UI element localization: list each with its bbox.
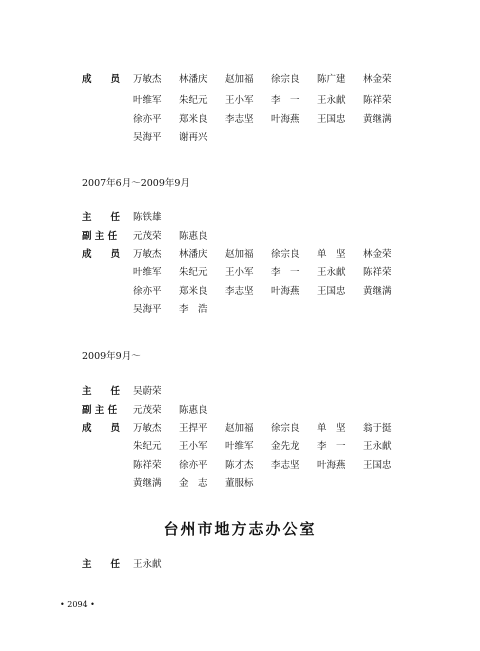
person-name: 单 坚 <box>317 423 346 434</box>
office-heading: 台州市地方志办公室 <box>163 520 317 538</box>
role-label: 主 任 <box>82 386 121 397</box>
person-name: 陈惠良 <box>179 405 208 416</box>
term-period: 2009年9月～ <box>82 351 141 362</box>
person-name: 王永献 <box>363 441 392 452</box>
person-name: 李 浩 <box>179 304 208 315</box>
person-name: 郑米良 <box>179 114 208 125</box>
person-name: 林潘庆 <box>179 74 208 85</box>
person-name: 叶维军 <box>133 95 162 106</box>
person-name: 李志坚 <box>225 114 254 125</box>
person-name: 徐宗良 <box>271 249 300 260</box>
person-name: 林金荣 <box>363 74 392 85</box>
person-name: 王小军 <box>225 267 254 278</box>
person-name: 朱纪元 <box>133 441 162 452</box>
person-name: 陈广建 <box>317 74 346 85</box>
person-name: 徐宗良 <box>271 423 300 434</box>
person-name: 陈祥荣 <box>363 267 392 278</box>
person-name: 李志坚 <box>271 460 300 471</box>
person-name: 王捍平 <box>179 423 208 434</box>
person-name: 王小军 <box>179 441 208 452</box>
person-name: 金 志 <box>179 478 208 489</box>
person-name: 徐亦平 <box>133 286 162 297</box>
role-label: 主 任 <box>82 212 121 223</box>
person-name: 赵加福 <box>225 423 254 434</box>
person-name: 陈祥荣 <box>363 95 392 106</box>
person-name: 李 一 <box>271 95 300 106</box>
person-name: 吴海平 <box>133 304 162 315</box>
term-period: 2007年6月～2009年9月 <box>82 178 190 189</box>
person-name: 王永献 <box>133 559 162 570</box>
person-name: 林金荣 <box>363 249 392 260</box>
person-name: 单 坚 <box>317 249 346 260</box>
person-name: 元茂荣 <box>133 231 162 242</box>
person-name: 叶海燕 <box>271 114 300 125</box>
person-name: 李 一 <box>271 267 300 278</box>
person-name: 王国忠 <box>317 286 346 297</box>
person-name: 朱纪元 <box>179 267 208 278</box>
person-name: 万敏杰 <box>133 423 162 434</box>
role-label: 副 主 任 <box>82 231 118 242</box>
person-name: 王国忠 <box>363 460 392 471</box>
person-name: 徐亦平 <box>179 460 208 471</box>
person-name: 董服标 <box>225 478 254 489</box>
role-label: 主 任 <box>82 559 121 570</box>
person-name: 王永献 <box>317 95 346 106</box>
person-name: 王永献 <box>317 267 346 278</box>
person-name: 陈才杰 <box>225 460 254 471</box>
person-name: 黄继满 <box>363 114 392 125</box>
person-name: 朱纪元 <box>179 95 208 106</box>
person-name: 林潘庆 <box>179 249 208 260</box>
person-name: 徐亦平 <box>133 114 162 125</box>
person-name: 万敏杰 <box>133 74 162 85</box>
person-name: 叶海燕 <box>271 286 300 297</box>
person-name: 黄继满 <box>133 478 162 489</box>
person-name: 王国忠 <box>317 114 346 125</box>
role-label: 副 主 任 <box>82 405 118 416</box>
page-number: • 2094 • <box>60 600 95 609</box>
person-name: 吴蔚荣 <box>133 386 162 397</box>
person-name: 叶维军 <box>225 441 254 452</box>
person-name: 翁于挺 <box>363 423 392 434</box>
role-label: 成 员 <box>82 74 121 85</box>
person-name: 王小军 <box>225 95 254 106</box>
role-label: 成 员 <box>82 249 121 260</box>
person-name: 叶维军 <box>133 267 162 278</box>
person-name: 叶海燕 <box>317 460 346 471</box>
person-name: 元茂荣 <box>133 405 162 416</box>
person-name: 李志坚 <box>225 286 254 297</box>
person-name: 李 一 <box>317 441 346 452</box>
person-name: 陈祥荣 <box>133 460 162 471</box>
person-name: 赵加福 <box>225 74 254 85</box>
person-name: 黄继满 <box>363 286 392 297</box>
person-name: 谢再兴 <box>179 132 208 143</box>
person-name: 万敏杰 <box>133 249 162 260</box>
role-label: 成 员 <box>82 423 121 434</box>
person-name: 陈惠良 <box>179 231 208 242</box>
person-name: 金先龙 <box>271 441 300 452</box>
person-name: 徐宗良 <box>271 74 300 85</box>
person-name: 陈铁雄 <box>133 212 162 223</box>
person-name: 赵加福 <box>225 249 254 260</box>
person-name: 吴海平 <box>133 132 162 143</box>
person-name: 郑米良 <box>179 286 208 297</box>
